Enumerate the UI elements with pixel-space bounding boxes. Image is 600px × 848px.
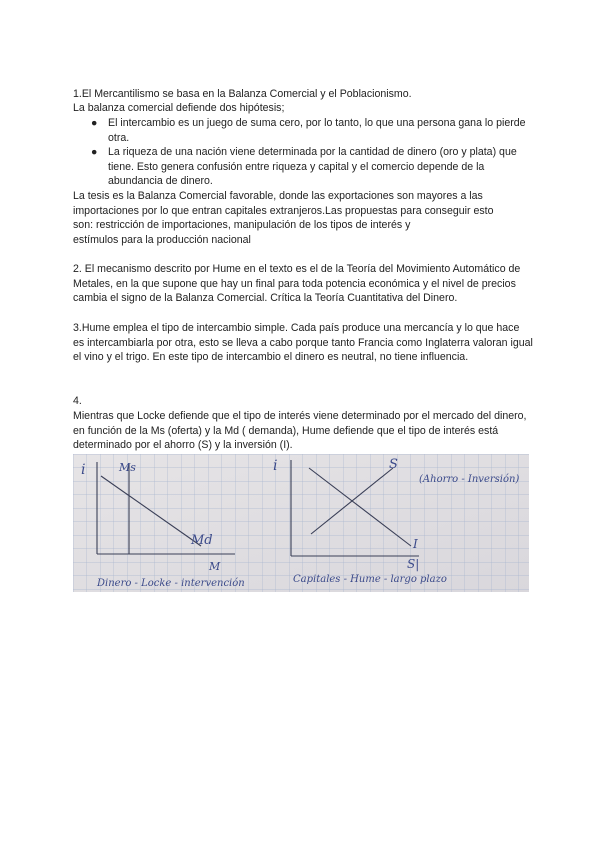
list-item: [73, 116, 533, 145]
right-caption: Capitales - Hume - largo plazo: [293, 574, 447, 585]
thesis-line: estímulos para la producción nacional: [73, 233, 251, 246]
section-1-heading: 1.El Mercantilismo se basa en la Balanza Comercial y el Poblacionismo.: [73, 88, 412, 100]
bullet-icon: ●: [91, 146, 98, 159]
section-4-number: 4.: [73, 395, 82, 407]
ms-label: Ms: [119, 461, 136, 474]
left-axis-x-label: M: [209, 560, 221, 573]
section-2-paragraph: 2. El mecanismo descrito por Hume en el texto es el de la Teoría del Movimiento Automático de Metales, en la que supone que hay un final para toda potencia económica y el nivel de precios cambia el signo de la Balanza Comercial. Crítica la Teoría Cuantitativa del Dinero.: [73, 263, 521, 305]
bullet-icon: ●: [91, 117, 98, 129]
left-axis-y-label: i: [81, 462, 86, 478]
thesis-line: importaciones por lo que entran capitales extranjeros.Las propuestas para conseguir esto: [73, 204, 494, 217]
list-item: [73, 145, 533, 189]
handwritten-graphs-photo: [73, 454, 529, 592]
thesis-paragraph: [73, 189, 533, 247]
list-item-text: El intercambio es un juego de suma cero, por lo tanto, lo que una persona gana lo pierde otra.: [108, 117, 526, 144]
thesis-line: La tesis es la Balanza Comercial favorable, donde las exportaciones son mayores a las: [73, 190, 483, 202]
section-4-paragraph: Mientras que Locke defiende que el tipo de interés viene determinado por el mercado del dinero, en función de la Ms (oferta) y la Md ( demanda), Hume defiende que el tipo de interés está determinado por el ahorro (S) y la inversión (I).: [73, 410, 527, 452]
hypotheses-list: [73, 116, 533, 189]
list-item-text: La riqueza de una nación viene determinada por la cantidad de dinero (oro y plata) que tiene. Esto genera confusión entre riqueza y capital y el comercio depende de la abundancia de dinero.: [108, 146, 517, 188]
section-3-paragraph: 3.Hume emplea el tipo de intercambio simple. Cada país produce una mercancía y lo que hace es intercambiarla por otra, esto se lleva a cabo porque tanto Francia como Inglaterra valoran igual el vino y el trigo. En este tipo de intercambio el dinero es neutral, no tiene influencia.: [73, 322, 533, 364]
right-axis-y-label: i: [273, 458, 278, 474]
left-caption: Dinero - Locke - intervención: [97, 578, 245, 589]
i-label: I: [413, 537, 418, 551]
s-label: S: [389, 457, 398, 472]
section-1-intro: La balanza comercial defiende dos hipótesis;: [73, 102, 285, 114]
thesis-line: son: restricción de importaciones, manipulación de los tipos de interés y: [73, 219, 411, 232]
right-axis-x-label: S|: [407, 557, 420, 571]
right-note: (Ahorro - Inversión): [419, 474, 520, 485]
md-label: Md: [191, 533, 213, 548]
